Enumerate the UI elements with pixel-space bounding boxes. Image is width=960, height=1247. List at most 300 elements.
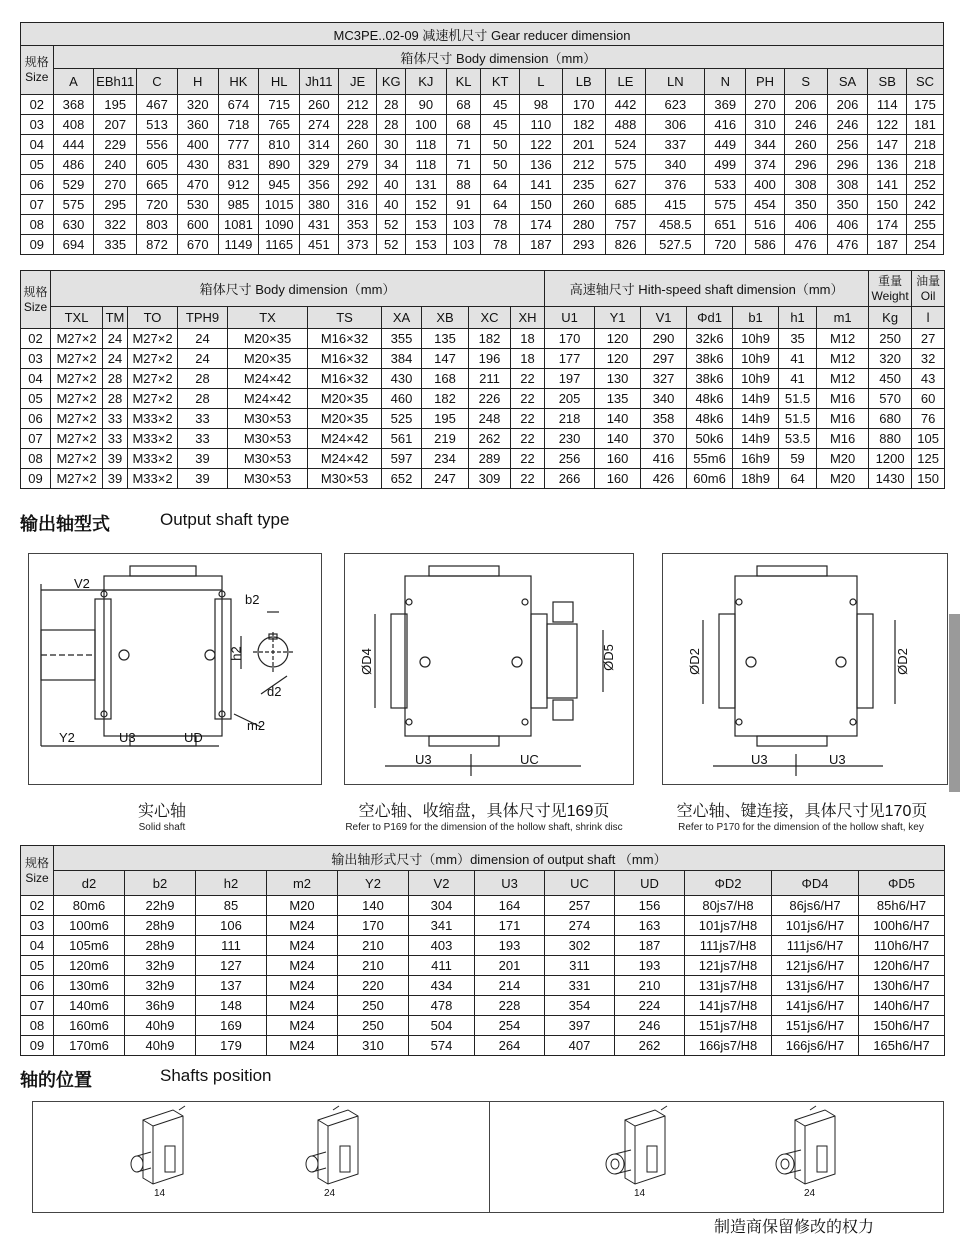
table2-col-header: b1 (733, 307, 779, 329)
table2-value-cell: 51.5 (779, 409, 817, 429)
table1-value-cell: 255 (907, 215, 944, 235)
table2-col-header: TM (103, 307, 128, 329)
table1-value-cell: 406 (784, 215, 827, 235)
label-d2-right: ØD2 (894, 648, 910, 675)
table3-value-cell: 28h9 (125, 916, 196, 936)
table1-col-header: L (520, 69, 563, 95)
table2-value-cell: 48k6 (687, 409, 733, 429)
table2-value-cell: 340 (641, 389, 687, 409)
table3-value-cell: M24 (267, 936, 338, 956)
table1-value-cell: 400 (746, 175, 785, 195)
table2-value-cell: M16×32 (308, 369, 382, 389)
table2-value-cell: 22 (511, 449, 545, 469)
table1-row (21, 115, 944, 135)
table2-value-cell: 218 (545, 409, 595, 429)
table1-value-cell: 246 (784, 115, 827, 135)
table3-value-cell: M24 (267, 1016, 338, 1036)
table1-value-cell: 630 (53, 215, 94, 235)
shaft-position-24-a (306, 1106, 358, 1184)
table1-value-cell: 68 (446, 95, 481, 115)
table1-value-cell: 353 (338, 215, 377, 235)
table1-value-cell: 449 (705, 135, 746, 155)
table2-value-cell: 51.5 (779, 389, 817, 409)
table2-value-cell: 177 (545, 349, 595, 369)
table2-value-cell: 226 (469, 389, 511, 409)
table3-row (21, 936, 945, 956)
table3-value-cell: 210 (338, 956, 409, 976)
table1-col-header: SB (868, 69, 907, 95)
table2-value-cell: 18h9 (733, 469, 779, 489)
table3-value-cell: 165h6/H7 (859, 1036, 945, 1056)
table1-value-cell: 254 (907, 235, 944, 255)
hollow-shaft-shrink-disc-diagram (344, 553, 634, 785)
table3-value-cell: 32h9 (125, 956, 196, 976)
table3-value-cell: 120m6 (54, 956, 125, 976)
table3-value-cell: 111 (196, 936, 267, 956)
table1-col-header: SC (907, 69, 944, 95)
table3-value-cell: 311 (545, 956, 615, 976)
table2-value-cell: M20×35 (228, 329, 308, 349)
table1-value-cell: 256 (827, 135, 868, 155)
table3-value-cell: 354 (545, 996, 615, 1016)
table1-value-cell: 292 (338, 175, 377, 195)
table3-value-cell: 302 (545, 936, 615, 956)
table1-col-header: LB (562, 69, 605, 95)
table3-value-cell: 140m6 (54, 996, 125, 1016)
table1-value-cell: 757 (605, 215, 646, 235)
table2-value-cell: 33 (103, 409, 128, 429)
table2-value-cell: M30×53 (308, 469, 382, 489)
table1-value-cell: 320 (177, 95, 218, 115)
table1-value-cell: 369 (705, 95, 746, 115)
table3-value-cell: 262 (615, 1036, 685, 1056)
table2-size-cell: 03 (21, 349, 51, 369)
table1-value-cell: 90 (405, 95, 446, 115)
table3-value-cell: 210 (338, 936, 409, 956)
shaft-position-14-b (606, 1106, 667, 1184)
table2-value-cell: 247 (422, 469, 469, 489)
table3-value-cell: 274 (545, 916, 615, 936)
table3-value-cell: 264 (475, 1036, 545, 1056)
table1-value-cell: 985 (218, 195, 259, 215)
table3-value-cell: 85 (196, 896, 267, 916)
table1-value-cell: 136 (868, 155, 907, 175)
table1-value-cell: 810 (259, 135, 300, 155)
table3-value-cell: 170 (338, 916, 409, 936)
table1-value-cell: 212 (338, 95, 377, 115)
label-u3-right: U3 (829, 752, 846, 767)
table1-value-cell: 64 (481, 195, 520, 215)
table2-value-cell: 38k6 (687, 349, 733, 369)
table1-value-cell: 181 (907, 115, 944, 135)
table3-size-cell: 02 (21, 896, 54, 916)
table2-value-cell: 135 (595, 389, 641, 409)
table1-value-cell: 279 (338, 155, 377, 175)
table2-value-cell: M24×42 (228, 389, 308, 409)
table1-value-cell: 530 (177, 195, 218, 215)
caption-shrink-disc-en: Refer to P169 for the dimension of the hollow shaft, shrink disc (345, 822, 623, 833)
gear-reducer-dimension-table (20, 22, 944, 255)
table2-value-cell: 27 (912, 329, 945, 349)
table2-value-cell: M16×32 (308, 329, 382, 349)
weight-header (869, 271, 912, 307)
table1-value-cell: 488 (605, 115, 646, 135)
table3-value-cell: M24 (267, 996, 338, 1016)
table3-value-cell: 220 (338, 976, 409, 996)
table2-value-cell: 120 (595, 329, 641, 349)
table3-value-cell: 121js6/H7 (772, 956, 859, 976)
table1-value-cell: 114 (868, 95, 907, 115)
table1-value-cell: 45 (481, 115, 520, 135)
table1-value-cell: 88 (446, 175, 481, 195)
table1-value-cell: 28 (377, 115, 406, 135)
table2-value-cell: 53.5 (779, 429, 817, 449)
table3-col-header: ΦD4 (772, 871, 859, 896)
table3-value-cell: 106 (196, 916, 267, 936)
table2-value-cell: M27×2 (128, 329, 178, 349)
table2-col-header: XC (469, 307, 511, 329)
body-and-high-speed-shaft-table (20, 270, 945, 489)
table1-value-cell: 1015 (259, 195, 300, 215)
table1-size-cell: 02 (21, 95, 54, 115)
table2-value-cell: M27×2 (51, 429, 103, 449)
table3-col-header: U3 (475, 871, 545, 896)
table3-col-header: m2 (267, 871, 338, 896)
shaft-position-label-1: 14 (154, 1188, 166, 1199)
table2-col-header: l (912, 307, 945, 329)
table3-value-cell: 148 (196, 996, 267, 1016)
table3-value-cell: 127 (196, 956, 267, 976)
table1-col-header: KG (377, 69, 406, 95)
table1-value-cell: 131 (405, 175, 446, 195)
table2-size-cell: 07 (21, 429, 51, 449)
table1-value-cell: 206 (784, 95, 827, 115)
table3-size-cell: 09 (21, 1036, 54, 1056)
table2-value-cell: M33×2 (128, 449, 178, 469)
table2-value-cell: 41 (779, 349, 817, 369)
table1-value-cell: 575 (605, 155, 646, 175)
table3-value-cell: 131js6/H7 (772, 976, 859, 996)
table1-value-cell: 110 (520, 115, 563, 135)
table1-value-cell: 98 (520, 95, 563, 115)
table1-value-cell: 344 (746, 135, 785, 155)
table1-col-header: SA (827, 69, 868, 95)
table3-size-cell: 06 (21, 976, 54, 996)
table1-title: MC3PE..02-09 减速机尺寸 Gear reducer dimension (21, 23, 944, 46)
table2-col-header: TPH9 (178, 307, 228, 329)
table3-value-cell: 250 (338, 1016, 409, 1036)
table1-value-cell: 52 (377, 235, 406, 255)
table2-value-cell: M30×53 (228, 449, 308, 469)
table2-value-cell: M12 (817, 369, 869, 389)
table2-size-cell: 05 (21, 389, 51, 409)
table2-value-cell: 28 (178, 389, 228, 409)
table1-value-cell: 306 (646, 115, 705, 135)
table2-value-cell: 430 (382, 369, 422, 389)
table2-value-cell: M27×2 (128, 389, 178, 409)
table3-value-cell: 156 (615, 896, 685, 916)
table2-value-cell: M20×35 (308, 409, 382, 429)
shaft-position-24-b (776, 1106, 835, 1184)
table3-value-cell: 130m6 (54, 976, 125, 996)
table1-value-cell: 40 (377, 195, 406, 215)
table1-value-cell: 78 (481, 215, 520, 235)
label-m2: m2 (247, 718, 266, 733)
table2-value-cell: M12 (817, 329, 869, 349)
table3-value-cell: 110h6/H7 (859, 936, 945, 956)
table2-col-header: Φd1 (687, 307, 733, 329)
size-header-3 (21, 846, 54, 896)
table2-value-cell: 125 (912, 449, 945, 469)
table3-col-header: UC (545, 871, 615, 896)
table1-col-header: KJ (405, 69, 446, 95)
table2-value-cell: 22 (511, 409, 545, 429)
table2-value-cell: 33 (103, 429, 128, 449)
table3-value-cell: 150h6/H7 (859, 1016, 945, 1036)
table2-value-cell: M20×35 (308, 389, 382, 409)
label-u3-2: U3 (415, 752, 432, 767)
table1-value-cell: 945 (259, 175, 300, 195)
table2-value-cell: 1200 (869, 449, 912, 469)
table3-value-cell: 228 (475, 996, 545, 1016)
table1-value-cell: 141 (868, 175, 907, 195)
label-d4: ØD4 (358, 648, 374, 675)
table1-value-cell: 152 (405, 195, 446, 215)
table3-col-header: UD (615, 871, 685, 896)
table2-value-cell: 525 (382, 409, 422, 429)
table2-value-cell: 262 (469, 429, 511, 449)
table1-value-cell: 380 (300, 195, 339, 215)
table1-value-cell: 308 (827, 175, 868, 195)
output-shaft-group: 输出轴形式尺寸（mm）dimension of output shaft （mm） (54, 846, 945, 871)
table1-value-cell: 260 (338, 135, 377, 155)
table2-value-cell: 416 (641, 449, 687, 469)
table2-value-cell: 426 (641, 469, 687, 489)
table1-col-header: KL (446, 69, 481, 95)
table1-value-cell: 246 (827, 115, 868, 135)
table2-value-cell: M27×2 (128, 349, 178, 369)
table1-value-cell: 141 (520, 175, 563, 195)
weight-label-cn: 重量 (878, 273, 903, 288)
table1-value-cell: 150 (520, 195, 563, 215)
table3-value-cell: 105m6 (54, 936, 125, 956)
table3-size-cell: 04 (21, 936, 54, 956)
table2-col-header: XB (422, 307, 469, 329)
table1-value-cell: 335 (94, 235, 137, 255)
table2-col-header: m1 (817, 307, 869, 329)
caption-key-cn: 空心轴、键连接，具体尺寸见170页 (676, 803, 928, 820)
table1-value-cell: 34 (377, 155, 406, 175)
table1-value-cell: 174 (520, 215, 563, 235)
caption-key-en: Refer to P170 for the dimension of the hollow shaft, key (678, 822, 924, 833)
table1-value-cell: 314 (300, 135, 339, 155)
table2-value-cell: 182 (422, 389, 469, 409)
table1-value-cell: 296 (784, 155, 827, 175)
table2-value-cell: 250 (869, 329, 912, 349)
table1-value-cell: 516 (746, 215, 785, 235)
table1-value-cell: 415 (646, 195, 705, 215)
table1-value-cell: 499 (705, 155, 746, 175)
table1-value-cell: 170 (562, 95, 605, 115)
table3-value-cell: 257 (545, 896, 615, 916)
label-v2: V2 (74, 576, 90, 591)
table1-value-cell: 280 (562, 215, 605, 235)
table1-col-header: PH (746, 69, 785, 95)
table1-col-header: KT (481, 69, 520, 95)
high-speed-shaft-group: 高速轴尺寸 Hith-speed shaft dimension（mm） (545, 271, 869, 307)
table2-value-cell: 22 (511, 389, 545, 409)
label-d2: d2 (267, 684, 282, 699)
table1-value-cell: 206 (827, 95, 868, 115)
table3-value-cell: 141js7/H8 (685, 996, 772, 1016)
solid-shaft-diagram (28, 553, 322, 785)
table1-value-cell: 623 (646, 95, 705, 115)
table3-value-cell: 140 (338, 896, 409, 916)
table1-value-cell: 444 (53, 135, 94, 155)
table1-value-cell: 400 (177, 135, 218, 155)
table3-value-cell: 22h9 (125, 896, 196, 916)
table2-value-cell: 39 (178, 469, 228, 489)
table3-value-cell: 151js7/H8 (685, 1016, 772, 1036)
table1-value-cell: 529 (53, 175, 94, 195)
table3-row (21, 896, 945, 916)
table2-value-cell: 205 (545, 389, 595, 409)
table1-value-cell: 91 (446, 195, 481, 215)
table2-col-header: XA (382, 307, 422, 329)
table2-value-cell: 290 (641, 329, 687, 349)
table3-value-cell: 166js6/H7 (772, 1036, 859, 1056)
table2-value-cell: 147 (422, 349, 469, 369)
table2-value-cell: M27×2 (51, 349, 103, 369)
table2-value-cell: 170 (545, 329, 595, 349)
table1-value-cell: 674 (218, 95, 259, 115)
table1-value-cell: 416 (705, 115, 746, 135)
table3-col-header: h2 (196, 871, 267, 896)
table2-value-cell: 266 (545, 469, 595, 489)
table2-row (21, 329, 945, 349)
table1-value-cell: 28 (377, 95, 406, 115)
table3-value-cell: 85h6/H7 (859, 896, 945, 916)
table2-value-cell: 48k6 (687, 389, 733, 409)
table1-value-cell: 260 (784, 135, 827, 155)
table1-value-cell: 718 (218, 115, 259, 135)
table3-value-cell: M24 (267, 956, 338, 976)
table1-value-cell: 78 (481, 235, 520, 255)
table1-value-cell: 340 (646, 155, 705, 175)
table3-value-cell: M20 (267, 896, 338, 916)
size-header (21, 46, 54, 95)
table1-value-cell: 605 (137, 155, 178, 175)
table2-row (21, 429, 945, 449)
label-u3: U3 (119, 730, 136, 745)
weight-label-en: Weight (871, 288, 909, 303)
table1-value-cell: 218 (907, 135, 944, 155)
table3-col-header: ΦD2 (685, 871, 772, 896)
shafts-position-panel (32, 1101, 944, 1213)
table2-value-cell: 22 (511, 429, 545, 449)
table2-value-cell: 32k6 (687, 329, 733, 349)
table2-value-cell: 256 (545, 449, 595, 469)
table3-col-header: d2 (54, 871, 125, 896)
table2-value-cell: 309 (469, 469, 511, 489)
table1-value-cell: 350 (784, 195, 827, 215)
table1-value-cell: 316 (338, 195, 377, 215)
table1-value-cell: 376 (646, 175, 705, 195)
table3-value-cell: 111js7/H8 (685, 936, 772, 956)
table3-value-cell: 28h9 (125, 936, 196, 956)
table2-value-cell: 14h9 (733, 389, 779, 409)
output-shaft-dimension-table (20, 845, 945, 1056)
table2-value-cell: M16 (817, 389, 869, 409)
shafts-position-title-en: Shafts position (160, 1066, 272, 1085)
table3-value-cell: 160m6 (54, 1016, 125, 1036)
table1-value-cell: 50 (481, 155, 520, 175)
table3-value-cell: 434 (409, 976, 475, 996)
table2-value-cell: 59 (779, 449, 817, 469)
table1-row (21, 135, 944, 155)
table1-value-cell: 467 (137, 95, 178, 115)
table1-value-cell: 122 (520, 135, 563, 155)
table2-value-cell: 10h9 (733, 329, 779, 349)
table2-row (21, 389, 945, 409)
table1-value-cell: 71 (446, 135, 481, 155)
size-label-en: Size (25, 70, 49, 84)
table1-value-cell: 242 (907, 195, 944, 215)
table1-value-cell: 296 (827, 155, 868, 175)
table1-value-cell: 803 (137, 215, 178, 235)
table2-value-cell: 182 (469, 329, 511, 349)
table2-row (21, 449, 945, 469)
table3-value-cell: M24 (267, 976, 338, 996)
table2-value-cell: 150 (912, 469, 945, 489)
table3-value-cell: 137 (196, 976, 267, 996)
table2-value-cell: 39 (178, 449, 228, 469)
table2-size-cell: 04 (21, 369, 51, 389)
table2-col-header: TXL (51, 307, 103, 329)
table1-value-cell: 1165 (259, 235, 300, 255)
table1-value-cell: 50 (481, 135, 520, 155)
table1-value-cell: 350 (827, 195, 868, 215)
table1-value-cell: 329 (300, 155, 339, 175)
table1-value-cell: 147 (868, 135, 907, 155)
table2-value-cell: 28 (103, 389, 128, 409)
oil-header (912, 271, 945, 307)
table2-value-cell: 297 (641, 349, 687, 369)
table1-value-cell: 136 (520, 155, 563, 175)
table2-value-cell: 355 (382, 329, 422, 349)
table3-value-cell: 80js7/H8 (685, 896, 772, 916)
size-label-cn-2: 规格 (23, 284, 48, 299)
table2-value-cell: M27×2 (51, 369, 103, 389)
table1-value-cell: 118 (405, 135, 446, 155)
size-label-cn: 规格 (24, 55, 49, 69)
table1-col-header: EBh11 (94, 69, 137, 95)
table3-value-cell: 151js6/H7 (772, 1016, 859, 1036)
table2-value-cell: M27×2 (51, 409, 103, 429)
table2-value-cell: 14h9 (733, 409, 779, 429)
table2-value-cell: M33×2 (128, 429, 178, 449)
shrink-disc-drawing (345, 554, 633, 784)
table2-value-cell: M16 (817, 429, 869, 449)
caption-solid-shaft-en: Solid shaft (138, 822, 186, 833)
table1-row (21, 195, 944, 215)
table1-col-header: LN (646, 69, 705, 95)
table3-size-cell: 07 (21, 996, 54, 1016)
table3-value-cell: 164 (475, 896, 545, 916)
table2-value-cell: 105 (912, 429, 945, 449)
label-d2-left: ØD2 (686, 648, 702, 675)
table3-value-cell: 193 (615, 956, 685, 976)
